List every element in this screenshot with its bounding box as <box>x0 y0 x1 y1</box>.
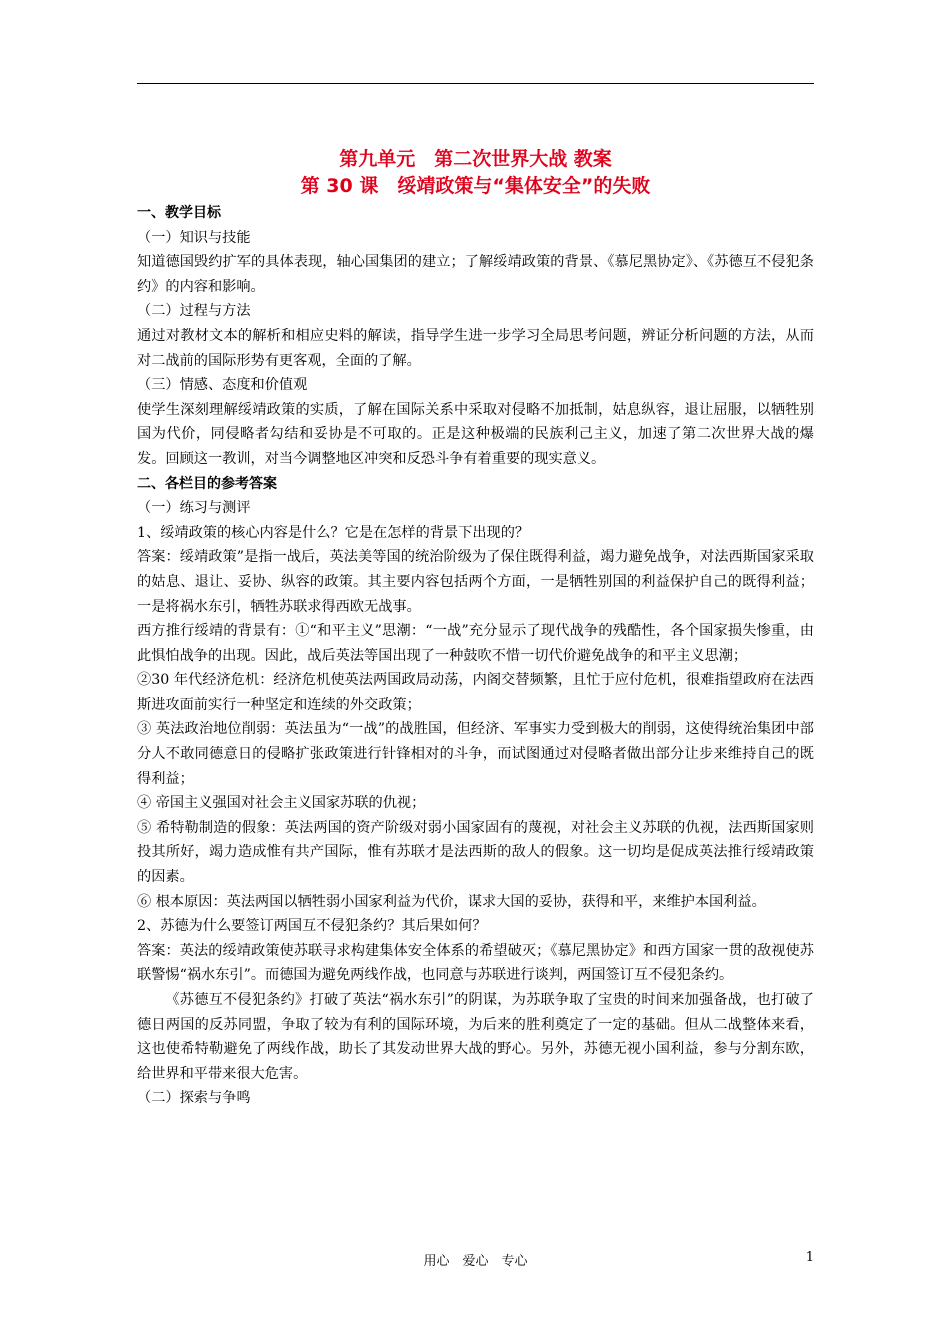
header-rule <box>137 83 814 84</box>
lesson-title: 第 30 课 绥靖政策与“集体安全”的失败 <box>300 175 651 197</box>
answer-1-point-3: ③ 英法政治地位削弱：英法虽为“一战”的战胜国，但经济、军事实力受到极大的削弱，这使得统治集团中部分人不敢同德意日的侵略扩张政策进行针锋相对的斗争，而试图通过对侵略者做出部分让步来维持自己的既得利益； <box>137 721 814 787</box>
answer-1-point-4: ④ 帝国主义强国对社会主义国家苏联的仇视； <box>137 795 426 812</box>
paragraph-knowledge: 知道德国毁约扩军的具体表现，轴心国集团的建立；了解绥靖政策的背景、《慕尼黑协定》、《苏德互不侵犯条约》的内容和影响。 <box>137 254 814 295</box>
answer-1-point-2: ②30 年代经济危机：经济危机使英法两国政局动荡，内阁交替频繁，且忙于应付危机，很难指望政府在法西斯进攻面前实行一种坚定和连续的外交政策； <box>137 672 814 713</box>
document-body <box>137 201 814 1111</box>
page-number: 1 <box>805 1250 814 1265</box>
answer-1: 答案：绥靖政策”是指一战后，英法美等国的统治阶级为了保住既得利益，竭力避免战争，对法西斯国家采取的姑息、退让、妥协、纵容的政策。其主要内容包括两个方面，一是牺牲别国的利益保护自己的既得利益；一是将祸水东引，牺牲苏联求得西欧无战事。 <box>137 549 814 615</box>
answer-2: 答案：英法的绥靖政策使苏联寻求构建集体安全体系的希望破灭；《慕尼黑协定》和西方国家一贯的敌视使苏联警惕“祸水东引”。而德国为避免两线作战，也同意与苏联进行谈判，两国签订互不侵犯条约。 <box>137 942 814 984</box>
subheading-practice: （一）练习与测评 <box>137 500 251 517</box>
footer-motto: 用心 爱心 专心 <box>423 1254 528 1269</box>
section-heading-objectives: 一、教学目标 <box>137 205 221 221</box>
title-block <box>137 146 814 200</box>
subheading-knowledge: （一）知识与技能 <box>137 229 251 246</box>
answer-1-background: 西方推行绥靖的背景有：①“和平主义”思潮：“一战”充分显示了现代战争的残酷性，各个国家损失惨重，由此惧怕战争的出现。因此，战后英法等国出现了一种鼓吹不惜一切代价避免战争的和平主义思潮； <box>137 623 814 664</box>
paragraph-values: 使学生深刻理解绥靖政策的实质，了解在国际关系中采取对侵略不加抵制，姑息纵容，退让屈服，以牺牲别国为代价，同侵略者勾结和妥协是不可取的。正是这种极端的民族利己主义，加速了第二次世界大战的爆发。回顾这一教训，对当今调整地区冲突和反恐斗争有着重要的现实意义。 <box>137 401 814 467</box>
answer-2-paragraph-2: 《苏德互不侵犯条约》打破了英法“祸水东引”的阴谋，为苏联争取了宝贵的时间来加强备战，也打破了德日两国的反苏同盟，争取了较为有利的国际环境，为后来的胜利奠定了一定的基础。但从二战整体来看，这也使希特勒避免了两线作战，助长了其发动世界大战的野心。另外，苏德无视小国利益，参与分割东欧，给世界和平带来很大危害。 <box>137 992 814 1082</box>
answer-1-point-6: ⑥ 根本原因：英法两国以牺牲弱小国家利益为代价，谋求大国的妥协，获得和平，来维护本国利益。 <box>137 893 766 910</box>
subheading-values: （三）情感、态度和价值观 <box>137 377 308 394</box>
subheading-explore: （二）探索与争鸣 <box>137 1090 251 1107</box>
subheading-process: （二）过程与方法 <box>137 303 251 320</box>
question-1: 1、绥靖政策的核心内容是什么？它是在怎样的背景下出现的？ <box>137 524 530 541</box>
question-2: 2、苏德为什么要签订两国互不侵犯条约？其后果如何？ <box>137 918 487 935</box>
section-heading-answers: 二、各栏目的参考答案 <box>137 475 277 492</box>
paragraph-process: 通过对教材文本的解析和相应史料的解读，指导学生进一步学习全局思考问题，辨证分析问题的方法，从而对二战前的国际形势有更客观，全面的了解。 <box>137 327 814 369</box>
answer-1-point-5: ⑤ 希特勒制造的假象：英法两国的资产阶级对弱小国家固有的蔑视，对社会主义苏联的仇视，法西斯国家则投其所好，竭力造成惟有共产国际，惟有苏联才是法西斯的敌人的假象。这一切均是促成英法推行绥靖政策的因素。 <box>137 819 814 886</box>
unit-title: 第九单元 第二次世界大战 教案 <box>339 148 612 170</box>
